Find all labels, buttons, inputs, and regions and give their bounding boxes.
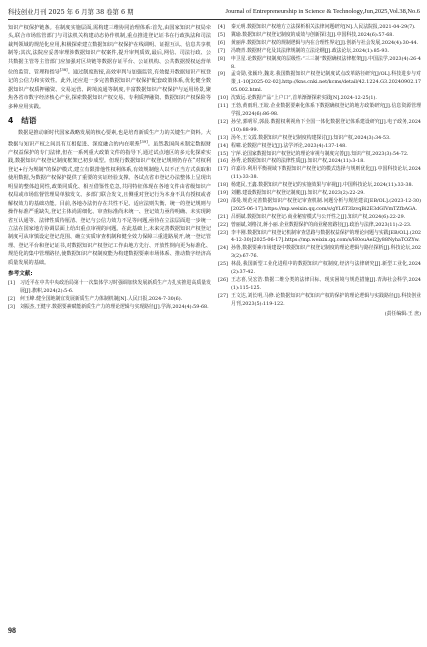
reference-item (218, 24, 421, 32)
reference-number: [21] (218, 213, 228, 220)
reference-text: 何玉峰.健全国地制宜发展新质生产力体制机制[N].人民日报,2024-7-30(6). (20, 296, 183, 303)
reference-text: 冀瑜.数据知识产权登记制度的成效与创新探讨[J].中国科技,2024(6):57-68. (231, 31, 394, 38)
reference-number: [20] (218, 197, 228, 204)
reference-item (218, 40, 421, 48)
reference-number: [9] (218, 71, 225, 78)
reference-number: [18] (218, 182, 228, 189)
paragraph-text: 。通过制度衔接,高效审判与加强监管,有效提升数据知识产权登记的公信力和实效性。此外,还应进一步完善数据知识产权保护配套政策体系,优化健全数据知识产权质押融资、交易运营、跨境流通等制度,丰富数据知识产权保护与运用场景,聚焦各省市数字经济核心产业,探索数据知识产权交易、专利质押融资、数据知识产权保险等多种应用实践。 (8, 69, 211, 110)
reference-item (218, 56, 421, 72)
reference-number: [16] (218, 158, 228, 165)
reference-item (218, 71, 421, 95)
reference-item (218, 190, 421, 198)
reference-number: [19] (218, 190, 228, 197)
reference-item (218, 119, 421, 135)
reference-text: 李丰刚.数据知识产权登记机制审查思路与数据权益保护的理论问题与实践[EB/OL].(2024-12-30)[2025-06-17].https://mp.weixin.qq.com/s/H0ouAel2Jy88NyhaTOZYw. (231, 229, 421, 244)
reference-number: [12] (218, 118, 228, 125)
reference-item (218, 198, 421, 214)
reference-number: [24] (218, 245, 228, 252)
reference-item (218, 214, 421, 222)
paragraph-text: 数据是推动新时代国家战略发展的核心要素,也是培育新质生产力的关键生产资料。大数据与知识产权之间具有互相促进、深度融合的内在联系 (8, 130, 211, 148)
reference-number: [13] (218, 134, 228, 141)
body-paragraph (8, 24, 211, 111)
reference-text: 杨建民,王鑫.数据知识产权登记的实施效果与审视[J].中国科技论坛,2024(11):33-38. (231, 182, 414, 189)
citation-marker: [39] (139, 138, 148, 144)
reference-number: [4] (218, 24, 225, 30)
citation-marker: [38] (59, 67, 68, 73)
reference-item (218, 135, 421, 143)
header-rule (8, 19, 420, 20)
reference-text: 曾丽斌,刘格汉,蒋小丽.企业数据保护的商业秘密路径[J].政治与法律,2023(11):2-23. (231, 221, 412, 228)
journal-title-en: Journal of Entrepreneurship in Science & Technology,Jun,2025,Vol.38,No.6 (225, 8, 420, 15)
reference-list-right (218, 24, 421, 309)
reference-text: 孙秀,论数据知识产权的法律性质[J].知识产权,2024(11):3-18. (231, 158, 365, 165)
reference-text: 刘振杰,王健宇.数据要素赋能新质生产力的理论逻辑与实现路径[J].学海,2024(4):59-68. (20, 303, 209, 310)
reference-number: [22] (218, 221, 228, 228)
reference-number: [11] (218, 103, 228, 110)
reference-text: 孙莹,郭明军,郭晨.数据权利视角下全国一体化数据登记体系建设研究[J].电子政务,2024(10):88-99. (231, 118, 421, 133)
reference-number: [6] (218, 39, 225, 46)
references-heading: 参考文献: (8, 271, 33, 278)
reference-item (218, 143, 421, 151)
reference-text: 吕炳斌.数据知识产权登记:商业秘密模式与公开性之[J].知识产权,2024(6):22-29. (231, 213, 406, 220)
reference-number: [25] (218, 261, 228, 268)
reference-item (218, 230, 421, 246)
editor-note: (责任编辑:王 庶) (384, 310, 421, 317)
reference-number: [17] (218, 166, 228, 173)
reference-number: [1] (8, 280, 15, 287)
reference-text: 秦元明.数据知识产权地方立法探析相关法律问题研究[N].人民法院报,2021-04-29(7). (231, 24, 416, 30)
reference-number: [2] (8, 296, 15, 303)
reference-number: [10] (218, 95, 228, 102)
reference-text: 沈致远.论数据产品“上户口”,首单渐渐探索实践[N].2024-12-25(1). (231, 95, 377, 102)
reference-item (218, 166, 421, 182)
reference-item (218, 32, 421, 40)
reference-number: [26] (218, 277, 228, 283)
reference-item (218, 245, 421, 261)
reference-text: 许嘉诗.利用平衡视域下数据知识产权登记的模式选择与规则优化[J].中国科技论坛,2024(11):33-38. (231, 166, 421, 181)
reference-number: [23] (218, 229, 228, 236)
reference-item (218, 277, 421, 293)
reference-text: 习近平在中共中央政治局第十一次集体学习时强调加快发展新质生产力扎实推进高质量发展[J].旗帜,2024(2):5-6. (20, 280, 211, 295)
reference-text: 孙鲁,数据要素市场建设中数据知识产权登记制度的理论逻辑与路径探析[J].科技论坛,2023(2):67-76. (231, 245, 421, 260)
reference-item (218, 182, 421, 190)
reference-text: 王勃,黄雨玥,王皎.企业数据要素化体系下数据确权登记的地方政策研究[J].信息资源管理学报,2024(6):86-98. (231, 103, 421, 117)
reference-text: 黄丽萍.数据知识产权的规制逻辑与内在合理性界定[J].创新与社会发展,2024(4):30-44. (231, 39, 419, 46)
section-title: 结语 (21, 116, 37, 126)
reference-number: [3] (8, 303, 15, 310)
left-column (8, 24, 211, 312)
reference-item (8, 296, 211, 304)
section-number: 4 (8, 116, 14, 126)
reference-number: [7] (218, 47, 225, 54)
page-number: 98 (8, 626, 16, 635)
section-heading (8, 115, 211, 126)
reference-text: 刘鹏.建设数据知识产权登记制度[J].知识产权,2023(2):22-29. (231, 190, 365, 197)
right-column (218, 24, 421, 318)
reference-item (218, 222, 421, 230)
reference-item (218, 261, 421, 277)
running-header (8, 6, 420, 18)
journal-title-cn: 科技创业月刊 2025 年 6 月第 38 卷第 6 期 (8, 8, 134, 16)
reference-text: 程啸.论数据产权登记[J].法学评论,2023(4):137-148. (231, 142, 347, 149)
reference-number: [15] (218, 150, 228, 157)
reference-text: 宁萍.论国家数据知识产权登记的理论审视与制度完善[J].知识产权,2023(3):54-72. (231, 150, 409, 157)
paragraph-text: 。虽然我国尚未制定数据财产权益保护的专门法律,但在一系列重大政策文件的指导下,通过试点地区的多元化探索实践,数据知识产权登记制度框架已初步成型。但现行数据知识产权登记规则仍存在“对权利登记+行为规制”的保护模式,建立有限排他性权利体系,有效规制他人以不正当方式获取和使用数据,为数据产权保护提供了重要的实证经验支撑。各试点省市登记办法整体上呈现出明显的整体趋同性,政策同质化、相互借鉴性危急,共同特征体现在各地文件由省级知识产权局或市场监督管理局单独发文、多部门联合发文,且侧重对登记行为本身不具有授权或者解权效力的基础功能。目前,各地办法仍存在共性不足、适应法则失衡、统一的登记规则与操作标准严重缺失,登记主体尚需细化、审查标准尚未统一、登记效力亟待明确、未实现跨省互认通等、法律性质待厘清、登记与公信力效力不足等问题,亟待在立法层面进一步统一立法在国家地方协调层面上给出重点审视的问题。在此基础上,未来完善数据知识产权登记制度可从审慎设定登记范围、确立实质审查机制和健全效力保障三重进路展开,统一登记管理、登记平台和登记证书,对数据知识产权登记工作由地方先行、开放性倒向更为标准化、规范化的集中管理路径,使数据知识产权制度能为构建数据要素市场体系、推动数字经济高质量发展的基础。 (8, 141, 212, 266)
reference-text: 冯晓青.数据财产化及其法律规制的立法论纲[J].政法论坛,2024(1):85-93. (231, 47, 390, 54)
reference-text: 王志喜,吴宏浩.数据二维分类的法律目标、现实困境与规范措施[J].青海社会科学,2024(1):115-125. (231, 277, 421, 291)
reference-number: [14] (218, 142, 228, 149)
reference-item (218, 293, 421, 309)
reference-item (8, 280, 211, 296)
reference-text: 孟奇勋,张颖玲,魏龙.我国数据知识产权登记制度试点改革路径研究[J/OL].科技进步与对策,1-10[2025-02-02].http://kns.cnki.net/kcms/detail/42.1224.G3.20240902.1705.002.html. (231, 71, 421, 94)
reference-number: [5] (218, 31, 225, 38)
reference-list-left (8, 280, 211, 312)
reference-text: 林晨,我国新型工业化进程中的数据知识产权制度,经济与法律研究[J].新型工业化,2024(2):37-42. (231, 261, 421, 276)
reference-text: 汤冬,王文霞.数据知识产权登记制度构建探讨[J].知识产权,2024(3):34-53. (231, 134, 391, 141)
reference-item (8, 304, 211, 312)
reference-number: [8] (218, 55, 225, 62)
reference-text: 邵曼.规范完善数据知识产权登记审查机制.问题分析与规范建议[EB/OL].(2023-12-30)[2025-06-17].https://mp.weixin.qq.com/s/gYL6T3IzvqBi2E3dGIVmTZfbAGA. (231, 197, 421, 212)
body-paragraph (8, 129, 211, 267)
reference-item (218, 103, 421, 119)
reference-text: 申卫星.论数据产权制度的层级性:“三三制”数据确权法律框架[J].中国法学,2023(4):26-48. (231, 55, 421, 70)
paragraph-text: 知识产权保护链条。在制度实施层面,需构建三维协同治理体系:首先,由国家知识产权局牵头,联合市场监管部门与司法机关构建动态协作机制,重点推进登记证书在行政执法和司法裁判领域的规范化应用,积极探索建立数据知识产权保护在线调明、证据互认、信息共享机制等;其次,法院应妥善审理涉数据知识产权案件,提升审判质效,最后,网信、司法行政、公共数据主管等主管部门应加强对区块链等数据存证平台、公证机构、公共数据授权运营单位的监管、管理和指导 (8, 25, 211, 76)
reference-text: 王文达,刘长明,马修.论数据知识产权知识产权的保护的理论逻辑与实践路径[J].科技创业月刊,2023(5):119-122. (231, 292, 421, 307)
reference-item (218, 95, 421, 103)
reference-item (218, 48, 421, 56)
reference-number: [27] (218, 292, 228, 299)
